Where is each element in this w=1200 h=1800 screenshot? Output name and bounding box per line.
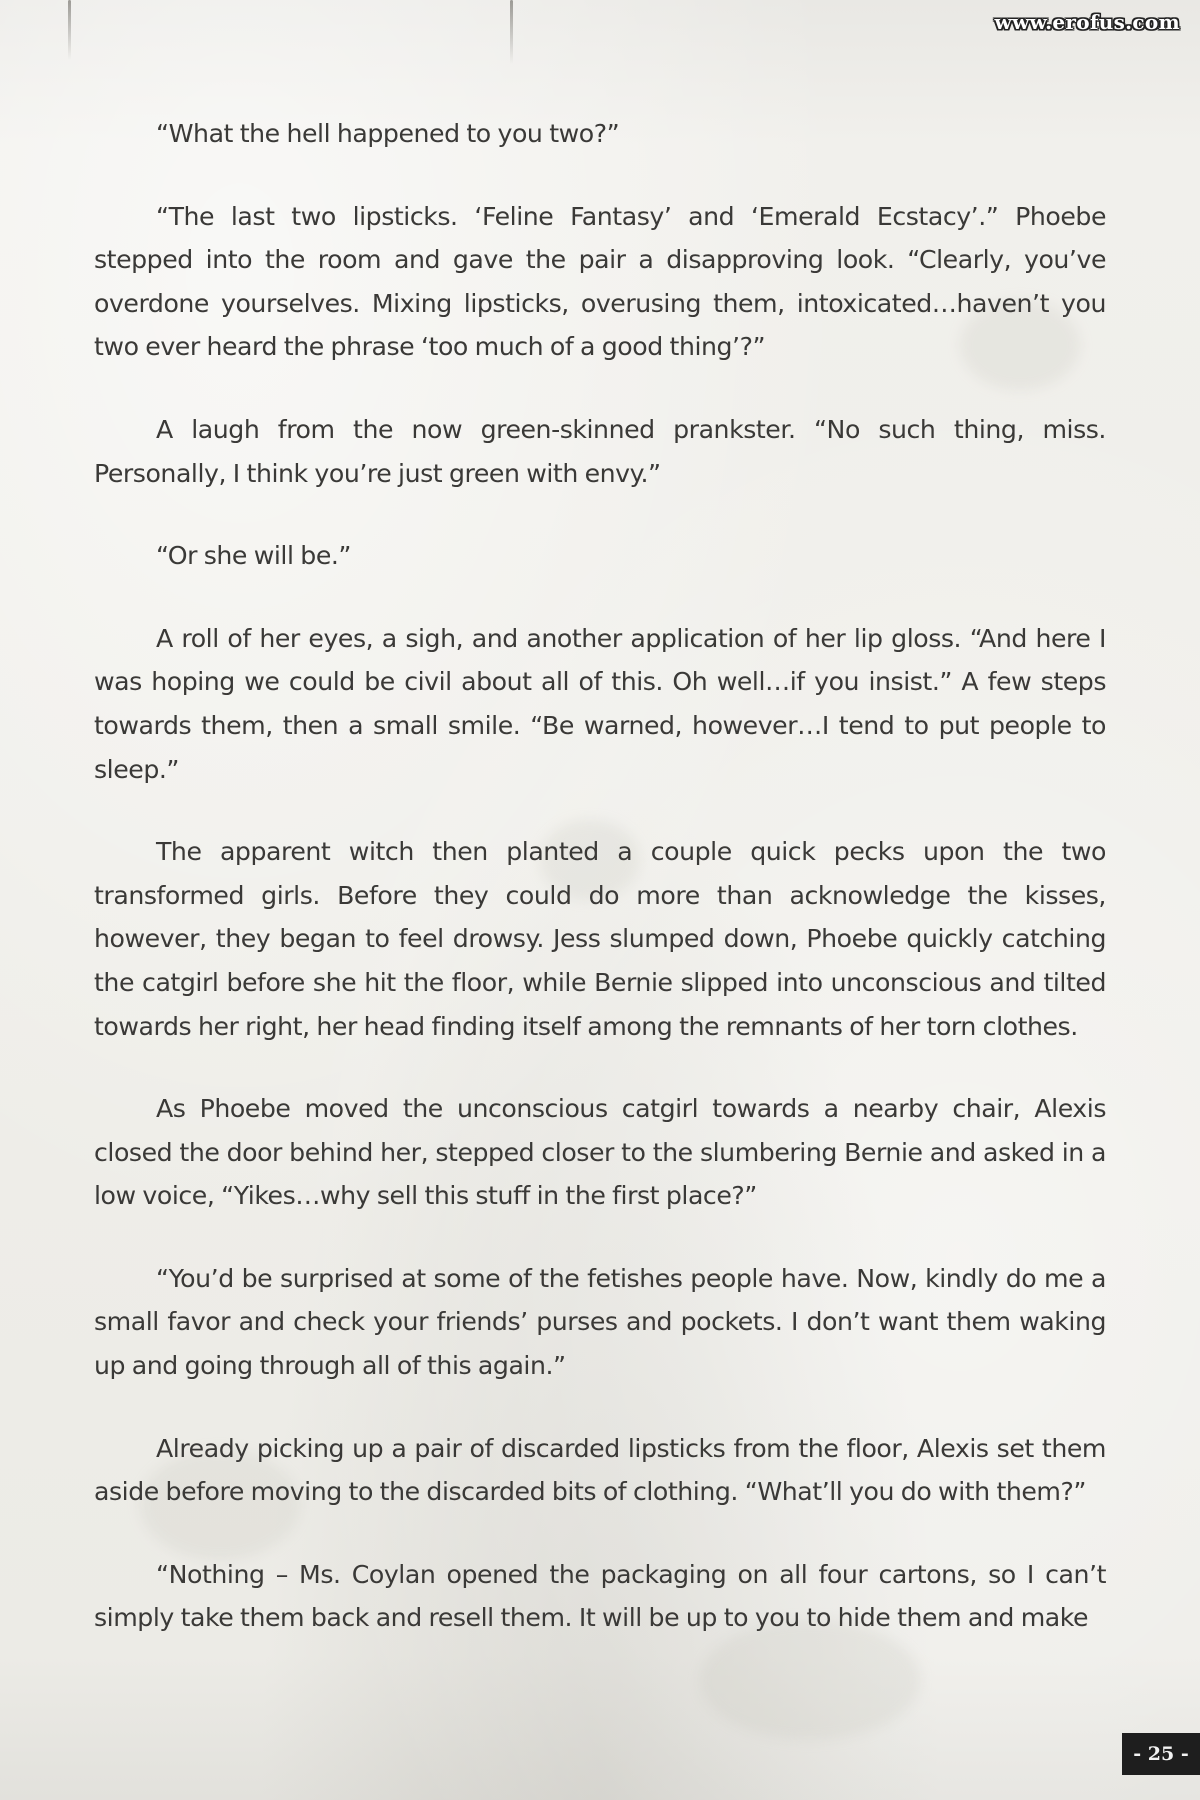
paragraph: “You’d be surprised at some of the fetishes people have. Now, kindly do me a small favor and check your friends’ purses and pockets. I don’t want them waking up and going through all of this again.” (94, 1263, 1106, 1381)
paragraph: The apparent witch then planted a couple quick pecks upon the two transformed girls. Before they could do more than acknowledge the kisses, however, they began to feel drowsy. Jess slumped down, Phoebe quickly catching the catgirl before she hit the floor, while Bernie slipped into unconscious and tilted towards her right, her head finding itself among the remnants of her torn clothes. (94, 837, 1106, 1041)
paragraph: “Nothing – Ms. Coylan opened the packaging on all four cartons, so I can’t simply take them back and resell them. It will be up to you to hide them and make (94, 1559, 1106, 1633)
watermark: www.erofus.com (994, 10, 1180, 34)
paragraph: “Or she will be.” (156, 541, 352, 571)
paper-scratch (510, 0, 513, 64)
page-number: - 25 - (1122, 1733, 1200, 1775)
paragraph: “What the hell happened to you two?” (156, 119, 620, 148)
paper-scratch (68, 0, 71, 60)
paragraph: “The last two lipsticks. ‘Feline Fantasy’ and ‘Emerald Ecstacy’.” Phoebe stepped into the room and gave the pair a disapproving look. “Clearly, you’ve overdone yourselves. Mixing lipsticks, overusing them, intoxicated…haven’t you two ever heard the phrase ‘too much of a good thing’?” (94, 201, 1106, 362)
paragraph: As Phoebe moved the unconscious catgirl towards a nearby chair, Alexis closed the door behind her, stepped closer to the slumbering Bernie and asked in a low voice, “Yikes…why sell this stuff in the first place?” (94, 1094, 1106, 1211)
story-text (94, 112, 1106, 1640)
paragraph: A roll of her eyes, a sigh, and another application of her lip gloss. “And here I was hoping we could be civil about all of this. Oh well…if you insist.” A few steps towards them, then a small smile. “Be warned, however…I tend to put people to sleep.” (94, 623, 1106, 784)
paragraph: Already picking up a pair of discarded lipsticks from the floor, Alexis set them aside before moving to the discarded bits of clothing. “What’ll you do with them?” (94, 1433, 1106, 1507)
paragraph: A laugh from the now green-skinned prankster. “No such thing, miss. Personally, I think you’re just green with envy.” (94, 414, 1106, 488)
